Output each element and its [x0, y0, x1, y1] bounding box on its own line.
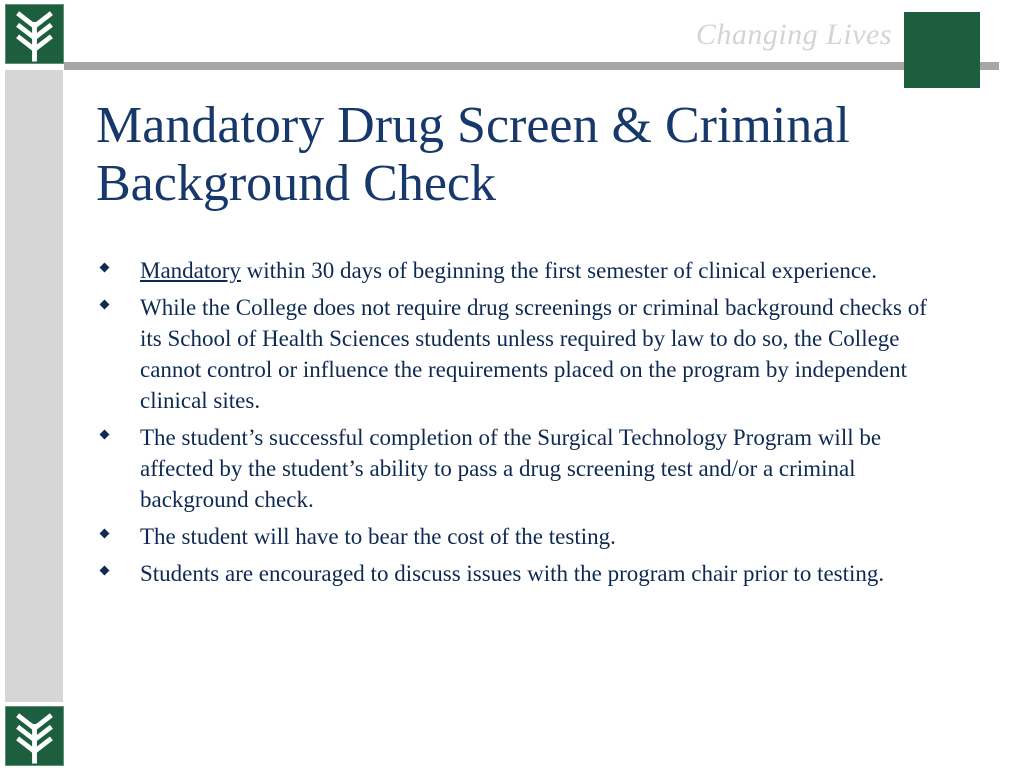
- bullet-item: [100, 255, 950, 286]
- bullet-text: within 30 days of beginning the first semester of clinical experience.: [240, 258, 878, 283]
- bullet-text: The student’s successful completion of the Surgical Technology Program will be affected by the student’s ability to pass a drug screening test and/or a criminal background check.: [140, 425, 882, 512]
- diamond-bullet-icon: [100, 529, 110, 539]
- bullet-item: [100, 558, 950, 589]
- diamond-bullet-icon: [100, 300, 110, 310]
- title-line-2: Background Check: [96, 155, 497, 212]
- diamond-bullet-icon: [100, 566, 110, 576]
- college-tree-logo-icon: [5, 706, 64, 766]
- diamond-bullet-icon: [100, 263, 110, 273]
- bullet-text: While the College does not require drug screenings or criminal background checks of its School of Health Sciences students unless required by law to do so, the College cannot control or influence the requirements placed on the program by independent clinical sites.: [140, 295, 927, 413]
- college-tree-logo-icon: [5, 4, 64, 64]
- left-sidebar: [5, 70, 63, 702]
- bullet-item: [100, 292, 950, 416]
- bullet-text: Students are encouraged to discuss issues with the program chair prior to testing.: [140, 561, 885, 586]
- tagline: Changing Lives: [695, 18, 892, 51]
- bullet-item: [100, 422, 950, 515]
- title-line-1: Mandatory Drug Screen & Criminal: [96, 97, 850, 154]
- bullet-emphasis: Mandatory: [140, 258, 241, 283]
- bullet-text: The student will have to bear the cost of the testing.: [140, 524, 616, 549]
- header-rule: [64, 62, 999, 70]
- slide-title: [96, 97, 976, 213]
- corner-brand-block: [904, 12, 980, 88]
- diamond-bullet-icon: [100, 430, 110, 440]
- bullet-item: [100, 521, 950, 552]
- bullet-list: [100, 255, 950, 595]
